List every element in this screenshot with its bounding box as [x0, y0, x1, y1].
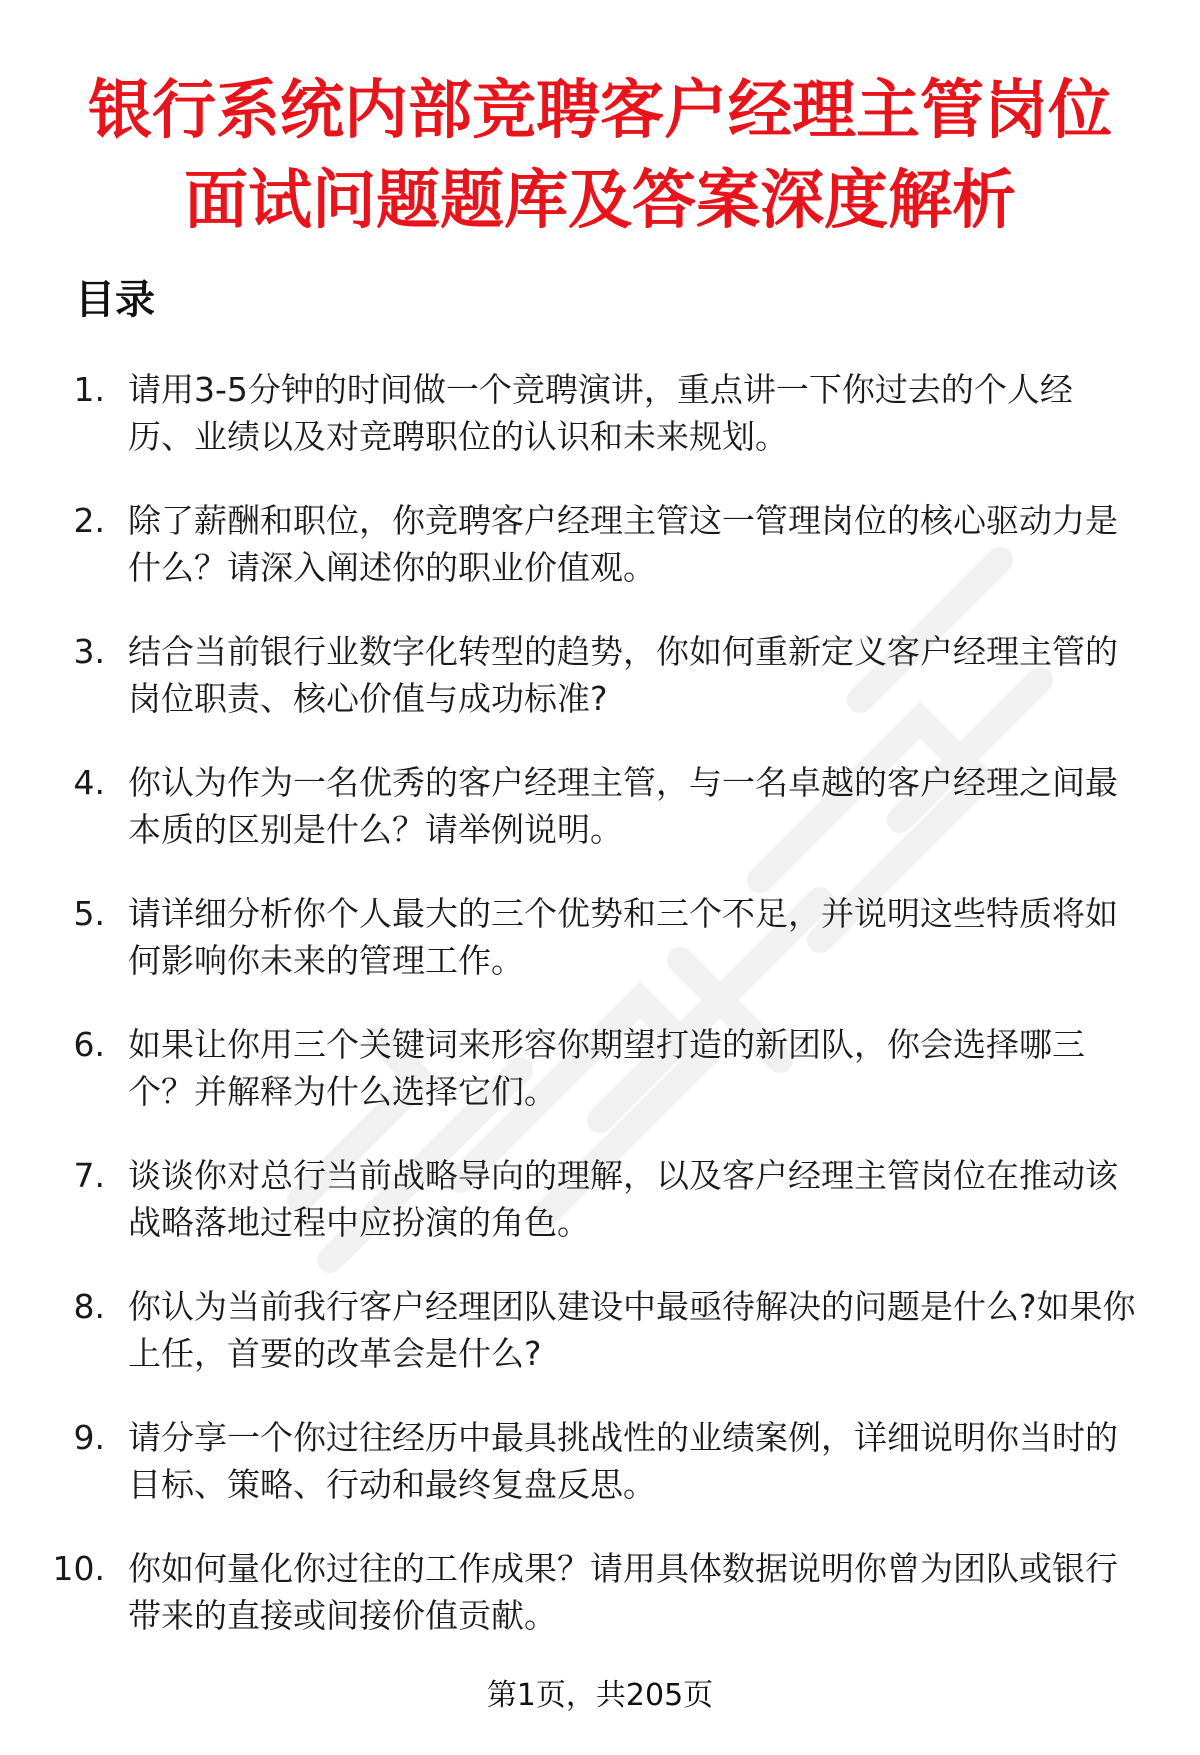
toc-item-number: 8. — [73, 1287, 105, 1326]
page-footer: 第1页，共205页 — [486, 1678, 714, 1713]
toc-item-text: 请用3-5分钟的时间做一个竞聘演讲，重点讲一下你过去的个人经历、业绩以及对竞聘职位的认识和未来规划。 — [128, 370, 1073, 456]
toc-item-text: 请分享一个你过往经历中最具挑战性的业绩案例，详细说明你当时的目标、策略、行动和最终复盘反思。 — [128, 1418, 1118, 1504]
toc-item-text: 结合当前银行业数字化转型的趋势，你如何重新定义客户经理主管的岗位职责、核心价值与成功标准? — [128, 632, 1118, 718]
toc-item-text: 请详细分析你个人最大的三个优势和三个不足，并说明这些特质将如何影响你未来的管理工作。 — [128, 894, 1118, 980]
toc-item-text: 你如何量化你过往的工作成果？请用具体数据说明你曾为团队或银行带来的直接或间接价值贡献。 — [128, 1549, 1118, 1635]
toc-item[interactable] — [0, 1414, 1200, 1545]
toc-item[interactable] — [0, 366, 1200, 497]
toc-item-number: 4. — [73, 763, 105, 802]
toc-item-text: 谈谈你对总行当前战略导向的理解，以及客户经理主管岗位在推动该战略落地过程中应扮演的角色。 — [128, 1156, 1118, 1242]
toc-item[interactable] — [0, 1545, 1200, 1676]
toc-heading: 目录 — [75, 277, 155, 323]
toc-item-text: 你认为当前我行客户经理团队建设中最亟待解决的问题是什么?如果你上任，首要的改革会是什么? — [128, 1287, 1136, 1373]
toc-item[interactable] — [0, 628, 1200, 759]
toc-item-text: 除了薪酬和职位，你竞聘客户经理主管这一管理岗位的核心驱动力是什么？请深入阐述你的职业价值观。 — [128, 501, 1118, 587]
toc-item-text: 你认为作为一名优秀的客户经理主管，与一名卓越的客户经理之间最本质的区别是什么？请举例说明。 — [128, 763, 1118, 849]
toc-item[interactable] — [0, 497, 1200, 628]
toc-item-number: 7. — [73, 1156, 105, 1195]
toc-item-text: 如果让你用三个关键词来形容你期望打造的新团队，你会选择哪三个？并解释为什么选择它们。 — [128, 1025, 1085, 1111]
toc-item-number: 5. — [73, 894, 105, 933]
toc-item[interactable] — [0, 759, 1200, 890]
toc-item[interactable] — [0, 1283, 1200, 1414]
toc-item-number: 2. — [73, 501, 105, 540]
toc-item-number: 3. — [73, 632, 105, 671]
toc-item-number: 6. — [73, 1025, 105, 1064]
toc-item[interactable] — [0, 1021, 1200, 1152]
document-title: 银行系统内部竞聘客户经理主管岗位面试问题题库及答案深度解析 — [88, 74, 1112, 238]
toc-item-number: 9. — [73, 1418, 105, 1457]
toc-item-number: 10. — [52, 1549, 105, 1588]
toc-item[interactable] — [0, 890, 1200, 1021]
toc-item[interactable] — [0, 1152, 1200, 1283]
toc-list — [0, 366, 1200, 1676]
toc-item-number: 1. — [73, 370, 105, 409]
